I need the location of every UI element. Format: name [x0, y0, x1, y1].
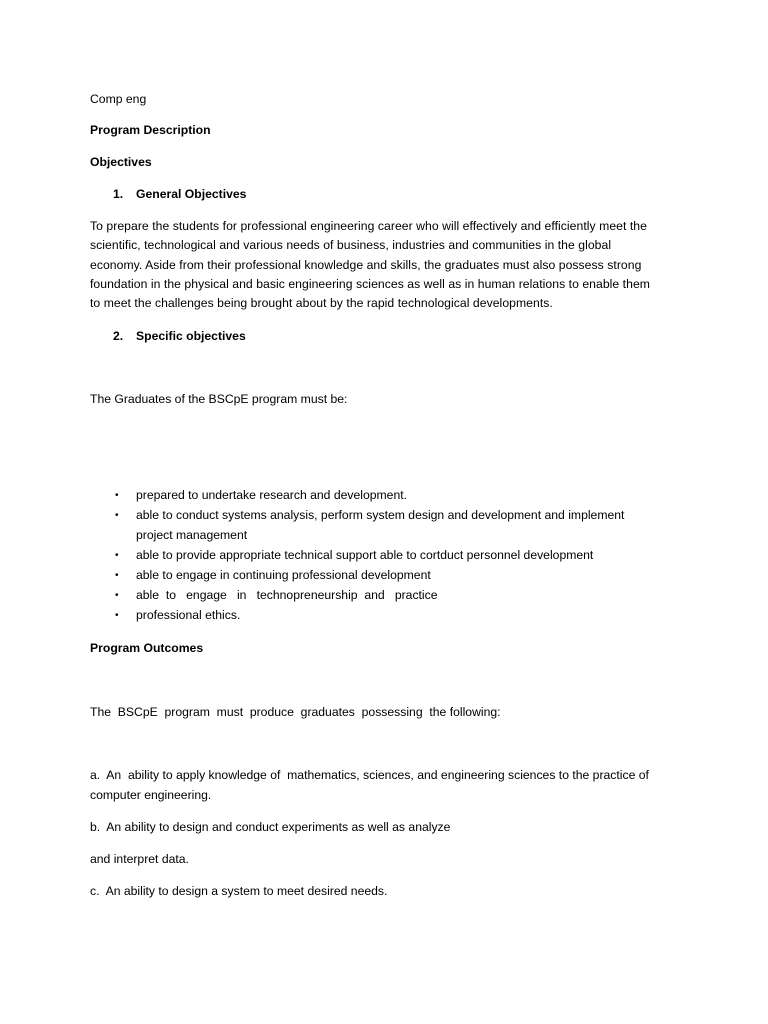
outcome-b: b. An ability to design and conduct experiments as well as analyze: [90, 820, 451, 834]
graduates-intro: The Graduates of the BSCpE program must be:: [90, 392, 348, 406]
specific-objectives-number: 2.: [113, 329, 124, 343]
bullet-marker: •: [115, 590, 119, 601]
list-item: able to conduct systems analysis, perform system design and development and implement: [136, 508, 625, 522]
bullet-marker: •: [115, 570, 119, 581]
list-item: professional ethics.: [136, 608, 241, 622]
doc-heading-comp-eng: Comp eng: [90, 92, 147, 106]
specific-objectives-title: Specific objectives: [136, 329, 246, 343]
list-item-continuation: project management: [136, 528, 248, 542]
general-paragraph-line: scientific, technological and various needs of business, industries and communities in the global: [90, 238, 612, 252]
bullet-marker: •: [115, 490, 119, 501]
section-program-outcomes: Program Outcomes: [90, 641, 204, 655]
bullet-marker: •: [115, 550, 119, 561]
outcome-b-continuation: and interpret data.: [90, 852, 189, 866]
outcome-a-line: a. An ability to apply knowledge of mathematics, sciences, and engineering sciences to the practice of: [90, 768, 649, 782]
general-paragraph-line: economy. Aside from their professional knowledge and skills, the graduates must also possess strong: [90, 258, 642, 272]
general-paragraph-line: To prepare the students for professional engineering career who will effectively and efficiently meet the: [90, 219, 647, 233]
section-objectives: Objectives: [90, 155, 152, 169]
general-paragraph-line: foundation in the physical and basic engineering sciences as well as in human relations to enable them: [90, 277, 650, 291]
list-item: able to engage in technopreneurship and practice: [136, 588, 438, 602]
bullet-marker: •: [115, 510, 119, 521]
outcome-a-line: computer engineering.: [90, 788, 212, 802]
section-program-description: Program Description: [90, 123, 211, 137]
list-item: prepared to undertake research and development.: [136, 488, 408, 502]
general-objectives-title: General Objectives: [136, 187, 247, 201]
list-item: able to engage in continuing professional development: [136, 568, 431, 582]
bullet-marker: •: [115, 610, 119, 621]
outcomes-intro: The BSCpE program must produce graduates possessing the following:: [90, 705, 501, 719]
general-objectives-number: 1.: [113, 187, 124, 201]
outcome-c: c. An ability to design a system to meet desired needs.: [90, 884, 388, 898]
list-item: able to provide appropriate technical support able to cortduct personnel development: [136, 548, 594, 562]
general-paragraph-line: to meet the challenges being brought about by the rapid technological developments.: [90, 296, 553, 310]
